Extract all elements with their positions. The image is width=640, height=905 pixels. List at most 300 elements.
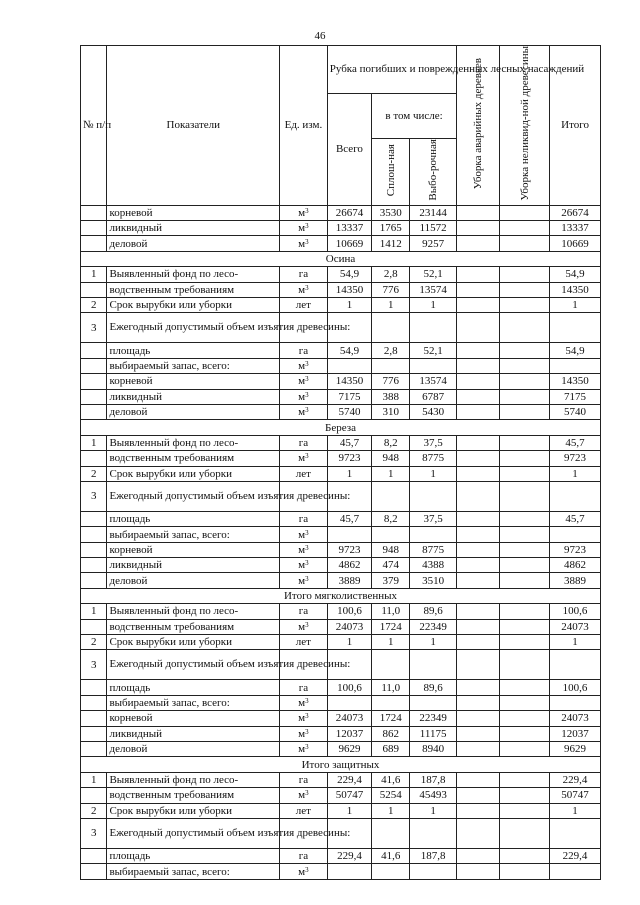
row-unit: $м^3$ [280,788,328,803]
unit-superscript: 3 [305,206,309,215]
row-unit: лет [280,803,328,818]
cell-hazard [456,711,499,726]
row-unit: га [280,267,328,282]
row-unit: га [280,848,328,863]
row-index [81,680,107,695]
row-label: площадь [107,848,280,863]
cell-clear-cut: 41,6 [372,848,410,863]
cell-hazard [456,267,499,282]
cell-total: 9723 [550,542,601,557]
unit-superscript: 3 [305,283,309,292]
cell-illiquid [500,236,550,251]
cell-total: 1 [550,635,601,650]
row-label: Ежегодный допустимый объем изъятия древесины: [107,818,280,848]
cell-clear-cut: 41,6 [372,772,410,787]
cell-illiquid [500,788,550,803]
cell-selective-cut: 13574 [410,374,457,389]
cell-total: 229,4 [550,772,601,787]
section-row [81,588,601,603]
cell-selective-cut: 187,8 [410,848,457,863]
cell-selective-cut: 89,6 [410,680,457,695]
cell-total-cut: 54,9 [327,343,371,358]
cell-illiquid [500,573,550,588]
row-unit: га [280,680,328,695]
header-group-cut: Рубка погибших и поврежденных лесных насаждений [327,46,456,94]
cell-hazard [456,680,499,695]
row-unit: $м^3$ [280,864,328,879]
cell-total: 1 [550,466,601,481]
table-row [81,788,601,803]
row-unit: $м^3$ [280,404,328,419]
unit-superscript: 3 [305,375,309,384]
cell-total-cut: 10669 [327,236,371,251]
table-row [81,205,601,220]
cell-illiquid [500,435,550,450]
cell-total-cut: 45,7 [327,511,371,526]
cell-illiquid [500,481,550,511]
row-unit: $м^3$ [280,558,328,573]
cell-clear-cut: 1724 [372,711,410,726]
cell-illiquid [500,451,550,466]
cell-illiquid [500,343,550,358]
cell-illiquid [500,711,550,726]
row-label: Срок вырубки или уборки [107,298,280,313]
cell-total-cut: 1 [327,635,371,650]
row-label: Выявленный фонд по лесо- [107,435,280,450]
cell-total-cut: 26674 [327,205,371,220]
row-label: Срок вырубки или уборки [107,466,280,481]
cell-total-cut: 13337 [327,221,371,236]
cell-selective-cut: 187,8 [410,772,457,787]
row-index: 2 [81,803,107,818]
row-index [81,711,107,726]
table-row [81,558,601,573]
cell-total: 50747 [550,788,601,803]
row-label: деловой [107,573,280,588]
cell-illiquid [500,803,550,818]
cell-selective-cut: 23144 [410,205,457,220]
cell-hazard [456,298,499,313]
cell-illiquid [500,818,550,848]
cell-illiquid [500,374,550,389]
cell-total-cut: 14350 [327,282,371,297]
cell-total [550,650,601,680]
forest-cut-table [80,45,601,880]
cell-total-cut [327,864,371,879]
row-label: площадь [107,680,280,695]
row-label: водственным требованиям [107,788,280,803]
table-row [81,451,601,466]
cell-total-cut: 24073 [327,711,371,726]
cell-hazard [456,343,499,358]
row-label: ликвидный [107,389,280,404]
table-header [81,46,601,206]
row-index: 3 [81,313,107,343]
cell-total-cut [327,527,371,542]
section-title: Береза [81,420,601,435]
cell-illiquid [500,558,550,573]
page-number: 46 [314,30,326,42]
table-row [81,650,601,680]
table-row [81,803,601,818]
row-index [81,282,107,297]
cell-selective-cut: 3510 [410,573,457,588]
row-label: выбираемый запас, всего: [107,358,280,373]
table-row [81,511,601,526]
unit-superscript: 3 [305,543,309,552]
cell-hazard [456,374,499,389]
cell-clear-cut: 2,8 [372,343,410,358]
cell-illiquid [500,650,550,680]
cell-total [550,313,601,343]
cell-illiquid [500,282,550,297]
cell-hazard [456,466,499,481]
header-selective-cut: Выбо-рочная [410,139,457,206]
cell-illiquid [500,772,550,787]
cell-clear-cut: 2,8 [372,267,410,282]
row-label: выбираемый запас, всего: [107,695,280,710]
row-label: водственным требованиям [107,619,280,634]
table-row [81,573,601,588]
cell-selective-cut: 11572 [410,221,457,236]
row-label: Срок вырубки или уборки [107,803,280,818]
cell-clear-cut [372,481,410,511]
cell-clear-cut [372,313,410,343]
cell-illiquid [500,680,550,695]
cell-hazard [456,481,499,511]
unit-superscript: 3 [305,452,309,461]
row-label: деловой [107,404,280,419]
cell-hazard [456,511,499,526]
cell-total: 54,9 [550,267,601,282]
row-index: 3 [81,481,107,511]
table-row [81,818,601,848]
row-unit: $м^3$ [280,742,328,757]
row-label: корневой [107,542,280,557]
row-unit: $м^3$ [280,221,328,236]
row-index [81,848,107,863]
cell-hazard [456,742,499,757]
cell-selective-cut [410,527,457,542]
cell-total-cut: 1 [327,803,371,818]
cell-clear-cut: 11,0 [372,604,410,619]
header-unit: Ед. изм. [280,46,328,206]
row-index [81,742,107,757]
row-unit: га [280,343,328,358]
row-index: 3 [81,818,107,848]
table-row [81,772,601,787]
table-row [81,435,601,450]
cell-hazard [456,527,499,542]
row-label: деловой [107,742,280,757]
row-label: водственным требованиям [107,282,280,297]
cell-hazard [456,558,499,573]
cell-hazard [456,619,499,634]
cell-illiquid [500,527,550,542]
section-title: Осина [81,251,601,266]
table-row [81,389,601,404]
cell-illiquid [500,466,550,481]
cell-total [550,527,601,542]
row-index [81,205,107,220]
cell-total: 12037 [550,726,601,741]
cell-selective-cut: 37,5 [410,435,457,450]
cell-clear-cut: 1 [372,466,410,481]
header-total: Итого [550,46,601,206]
row-unit: $м^3$ [280,573,328,588]
cell-total-cut: 54,9 [327,267,371,282]
row-index [81,343,107,358]
cell-total-cut: 9723 [327,542,371,557]
row-unit: га [280,604,328,619]
cell-illiquid [500,742,550,757]
cell-total [550,695,601,710]
row-label: Ежегодный допустимый объем изъятия древесины: [107,481,280,511]
cell-illiquid [500,635,550,650]
row-unit: га [280,772,328,787]
cell-total: 24073 [550,619,601,634]
cell-total: 1 [550,803,601,818]
cell-total [550,864,601,879]
header-indicator: Показатели [107,46,280,206]
cell-clear-cut: 388 [372,389,410,404]
table-row [81,404,601,419]
table-row [81,282,601,297]
cell-hazard [456,451,499,466]
row-unit: $м^3$ [280,205,328,220]
table-row [81,374,601,389]
cell-illiquid [500,848,550,863]
cell-total: 24073 [550,711,601,726]
table-row [81,313,601,343]
row-unit: га [280,511,328,526]
cell-clear-cut [372,818,410,848]
cell-total: 9723 [550,451,601,466]
table-row [81,695,601,710]
cell-total [550,481,601,511]
row-index [81,404,107,419]
cell-clear-cut: 689 [372,742,410,757]
cell-total: 14350 [550,374,601,389]
row-unit: $м^3$ [280,358,328,373]
row-unit: $м^3$ [280,451,328,466]
cell-selective-cut: 37,5 [410,511,457,526]
cell-clear-cut: 862 [372,726,410,741]
cell-selective-cut: 8940 [410,742,457,757]
cell-clear-cut: 1724 [372,619,410,634]
cell-hazard [456,635,499,650]
unit-superscript: 3 [305,406,309,415]
unit-superscript: 3 [305,727,309,736]
section-title: Итого защитных [81,757,601,772]
cell-selective-cut: 13574 [410,282,457,297]
cell-clear-cut: 474 [372,558,410,573]
row-index [81,374,107,389]
row-label: ликвидный [107,558,280,573]
cell-hazard [456,389,499,404]
table-row [81,619,601,634]
cell-illiquid [500,542,550,557]
cell-hazard [456,772,499,787]
row-unit: лет [280,298,328,313]
header-hazard: Уборка аварийных деревьев [456,46,499,206]
cell-selective-cut: 52,1 [410,343,457,358]
cell-clear-cut: 310 [372,404,410,419]
unit-superscript: 3 [305,359,309,368]
cell-total: 45,7 [550,511,601,526]
row-index: 3 [81,650,107,680]
header-clear-cut: Сплош-ная [372,139,410,206]
unit-superscript: 3 [305,390,309,399]
table-row [81,848,601,863]
row-label: выбираемый запас, всего: [107,864,280,879]
table-row [81,267,601,282]
table-row [81,864,601,879]
row-label: корневой [107,374,280,389]
row-index: 1 [81,772,107,787]
table-row [81,635,601,650]
cell-clear-cut [372,650,410,680]
row-index: 1 [81,604,107,619]
header-total-cut: Всего [327,94,371,206]
cell-clear-cut: 776 [372,282,410,297]
row-unit: $м^3$ [280,527,328,542]
cell-selective-cut [410,818,457,848]
cell-total-cut: 229,4 [327,848,371,863]
cell-illiquid [500,358,550,373]
row-index [81,221,107,236]
cell-clear-cut: 1765 [372,221,410,236]
cell-total-cut: 100,6 [327,604,371,619]
row-unit: лет [280,466,328,481]
row-unit: га [280,435,328,450]
section-row [81,251,601,266]
cell-hazard [456,818,499,848]
row-label: корневой [107,711,280,726]
cell-total: 3889 [550,573,601,588]
cell-hazard [456,205,499,220]
cell-total-cut: 1 [327,298,371,313]
cell-total: 26674 [550,205,601,220]
cell-total-cut: 24073 [327,619,371,634]
cell-hazard [456,864,499,879]
cell-total: 229,4 [550,848,601,863]
header-num: № п/п [81,46,107,206]
table-row [81,358,601,373]
row-label: Выявленный фонд по лесо- [107,772,280,787]
cell-illiquid [500,511,550,526]
cell-selective-cut: 1 [410,635,457,650]
cell-hazard [456,435,499,450]
row-unit: лет [280,635,328,650]
cell-hazard [456,358,499,373]
unit-superscript: 3 [305,789,309,798]
cell-hazard [456,848,499,863]
cell-total-cut: 4862 [327,558,371,573]
table-row [81,680,601,695]
cell-clear-cut: 5254 [372,788,410,803]
row-unit: $м^3$ [280,282,328,297]
unit-superscript: 3 [305,237,309,246]
cell-total: 14350 [550,282,601,297]
cell-total-cut [327,695,371,710]
row-index [81,389,107,404]
cell-illiquid [500,619,550,634]
unit-superscript: 3 [305,574,309,583]
unit-superscript: 3 [305,222,309,231]
cell-illiquid [500,864,550,879]
row-unit: $м^3$ [280,374,328,389]
cell-hazard [456,788,499,803]
cell-selective-cut: 1 [410,298,457,313]
row-label: деловой [107,236,280,251]
cell-total: 100,6 [550,604,601,619]
cell-total-cut: 50747 [327,788,371,803]
cell-total [550,818,601,848]
cell-hazard [456,650,499,680]
cell-total: 45,7 [550,435,601,450]
cell-selective-cut: 1 [410,466,457,481]
cell-selective-cut: 4388 [410,558,457,573]
table-row [81,604,601,619]
unit-superscript: 3 [305,743,309,752]
cell-illiquid [500,313,550,343]
row-index: 2 [81,635,107,650]
row-index [81,573,107,588]
row-unit: $м^3$ [280,619,328,634]
cell-selective-cut [410,695,457,710]
cell-selective-cut: 22349 [410,619,457,634]
cell-hazard [456,404,499,419]
cell-hazard [456,221,499,236]
cell-clear-cut: 1 [372,803,410,818]
cell-illiquid [500,726,550,741]
cell-total: 4862 [550,558,601,573]
cell-selective-cut: 22349 [410,711,457,726]
row-unit: $м^3$ [280,695,328,710]
cell-hazard [456,695,499,710]
cell-clear-cut: 948 [372,542,410,557]
cell-illiquid [500,221,550,236]
cell-total: 10669 [550,236,601,251]
cell-clear-cut: 1 [372,635,410,650]
cell-hazard [456,726,499,741]
cell-clear-cut: 11,0 [372,680,410,695]
table-row [81,236,601,251]
section-row [81,420,601,435]
row-index [81,542,107,557]
cell-total-cut: 12037 [327,726,371,741]
cell-selective-cut: 8775 [410,451,457,466]
row-label: выбираемый запас, всего: [107,527,280,542]
cell-selective-cut [410,358,457,373]
section-title: Итого мягколиственных [81,588,601,603]
row-label: Ежегодный допустимый объем изъятия древесины: [107,313,280,343]
unit-superscript: 3 [305,620,309,629]
row-index [81,236,107,251]
cell-clear-cut [372,695,410,710]
cell-selective-cut: 8775 [410,542,457,557]
cell-clear-cut: 379 [372,573,410,588]
cell-illiquid [500,389,550,404]
cell-total-cut: 45,7 [327,435,371,450]
unit-superscript: 3 [305,559,309,568]
cell-illiquid [500,695,550,710]
cell-selective-cut: 1 [410,803,457,818]
row-index [81,864,107,879]
header-illiquid: Уборка неликвид-ной древесины [500,46,550,206]
cell-clear-cut [372,358,410,373]
